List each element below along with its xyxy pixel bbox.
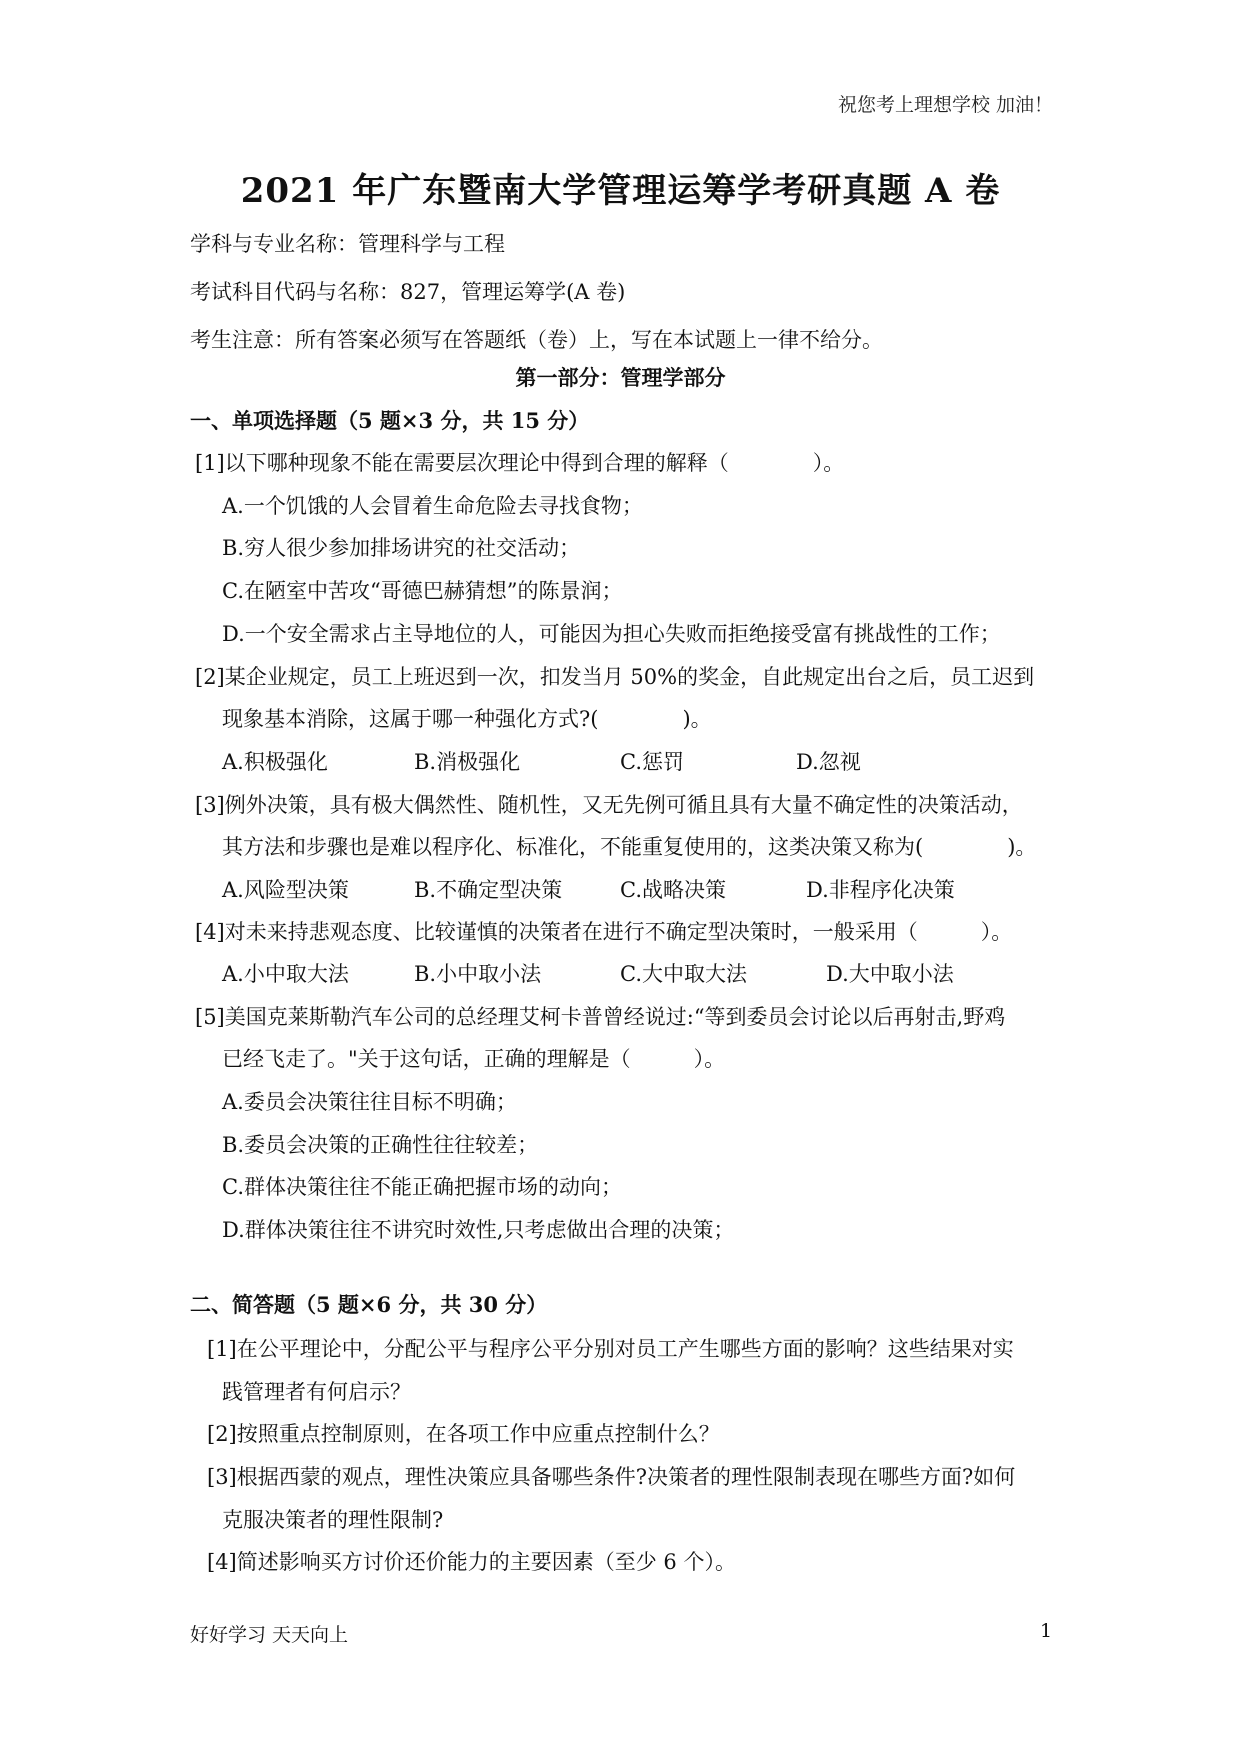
short-answer-3-line1: [3]根据西蒙的观点，理性决策应具备哪些条件?决策者的理性限制表现在哪些方面?如何 — [207, 1465, 1016, 1489]
short-answer-4: [4]简述影响买方讨价还价能力的主要因素（至少 6 个）。 — [207, 1550, 736, 1574]
question-2-option-d: D.忽视 — [796, 750, 861, 774]
question-4-option-c: C.大中取大法 — [620, 962, 747, 986]
question-4-option-b: B.小中取小法 — [414, 962, 542, 986]
question-2-stem-line1: [2]某企业规定，员工上班迟到一次，扣发当月 50%的奖金，自此规定出台之后，员工迟到 — [195, 665, 1035, 689]
question-4-option-a: A.小中取大法 — [222, 962, 349, 986]
question-2-option-a: A.积极强化 — [222, 750, 328, 774]
question-2-option-b: B.消极强化 — [414, 750, 521, 774]
question-3-option-b: B.不确定型决策 — [414, 878, 563, 902]
header-note: 祝您考上理想学校 加油！ — [838, 94, 1054, 116]
question-1-option-d: D.一个安全需求占主导地位的人，可能因为担心失败而拒绝接受富有挑战性的工作； — [222, 622, 1001, 646]
question-5-option-c: C.群体决策往往不能正确把握市场的动向； — [222, 1175, 622, 1199]
part-heading: 第一部分：管理学部分 — [515, 365, 726, 390]
section2-heading: 二、简答题（5 题×6 分，共 30 分） — [190, 1292, 548, 1317]
question-1-option-b: B.穷人很少参加排场讲究的社交活动； — [222, 536, 581, 560]
question-1-option-a: A.一个饥饿的人会冒着生命危险去寻找食物； — [222, 494, 643, 518]
question-3-stem-line1: [3]例外决策，具有极大偶然性、随机性，又无先例可循且具有大量不确定性的决策活动， — [195, 793, 1023, 817]
question-2-stem-line2: 现象基本消除，这属于哪一种强化方式?( )。 — [222, 707, 712, 731]
footer-motto: 好好学习 天天向上 — [190, 1624, 349, 1646]
question-3-option-d: D.非程序化决策 — [806, 878, 955, 902]
page-title: 2021 年广东暨南大学管理运筹学考研真题 A 卷 — [240, 171, 1001, 211]
short-answer-1-line1: [1]在公平理论中，分配公平与程序公平分别对员工产生哪些方面的影响？这些结果对实 — [207, 1337, 1014, 1361]
question-3-stem-line2: 其方法和步骤也是难以程序化、标准化，不能重复使用的，这类决策又称为( )。 — [222, 835, 1037, 859]
question-3-option-a: A.风险型决策 — [222, 878, 349, 902]
question-4-option-d: D.大中取小法 — [826, 962, 954, 986]
subject-line: 学科与专业名称：管理科学与工程 — [190, 232, 505, 256]
question-2-option-c: C.惩罚 — [620, 750, 684, 774]
question-5-stem-line2: 已经飞走了。"关于这句话，正确的理解是（ ）。 — [222, 1047, 726, 1071]
short-answer-2: [2]按照重点控制原则，在各项工作中应重点控制什么？ — [207, 1422, 720, 1446]
question-1-stem: [1]以下哪种现象不能在需要层次理论中得到合理的解释（ ）。 — [195, 451, 845, 475]
question-5-stem-line1: [5]美国克莱斯勒汽车公司的总经理艾柯卡普曾经说过:“等到委员会讨论以后再射击,野鸡 — [195, 1005, 1006, 1029]
question-1-option-c: C.在陋室中苦攻“哥德巴赫猜想”的陈景润； — [222, 579, 623, 603]
exam-code-line: 考试科目代码与名称：827，管理运筹学(A 卷) — [190, 280, 626, 304]
question-5-option-b: B.委员会决策的正确性往往较差； — [222, 1133, 539, 1157]
short-answer-1-line2: 践管理者有何启示？ — [222, 1380, 411, 1404]
short-answer-3-line2: 克服决策者的理性限制? — [222, 1508, 444, 1532]
section1-heading: 一、单项选择题（5 题×3 分，共 15 分） — [190, 408, 590, 433]
question-4-stem: [4]对未来持悲观态度、比较谨慎的决策者在进行不确定型决策时，一般采用（ ）。 — [195, 920, 1013, 944]
question-5-option-a: A.委员会决策往往目标不明确； — [222, 1090, 517, 1114]
page-number: 1 — [1040, 1620, 1053, 1642]
question-3-option-c: C.战略决策 — [620, 878, 726, 902]
question-5-option-d: D.群体决策往往不讲究时效性,只考虑做出合理的决策； — [222, 1218, 735, 1242]
notice-line: 考生注意：所有答案必须写在答题纸（卷）上，写在本试题上一律不给分。 — [190, 328, 883, 352]
